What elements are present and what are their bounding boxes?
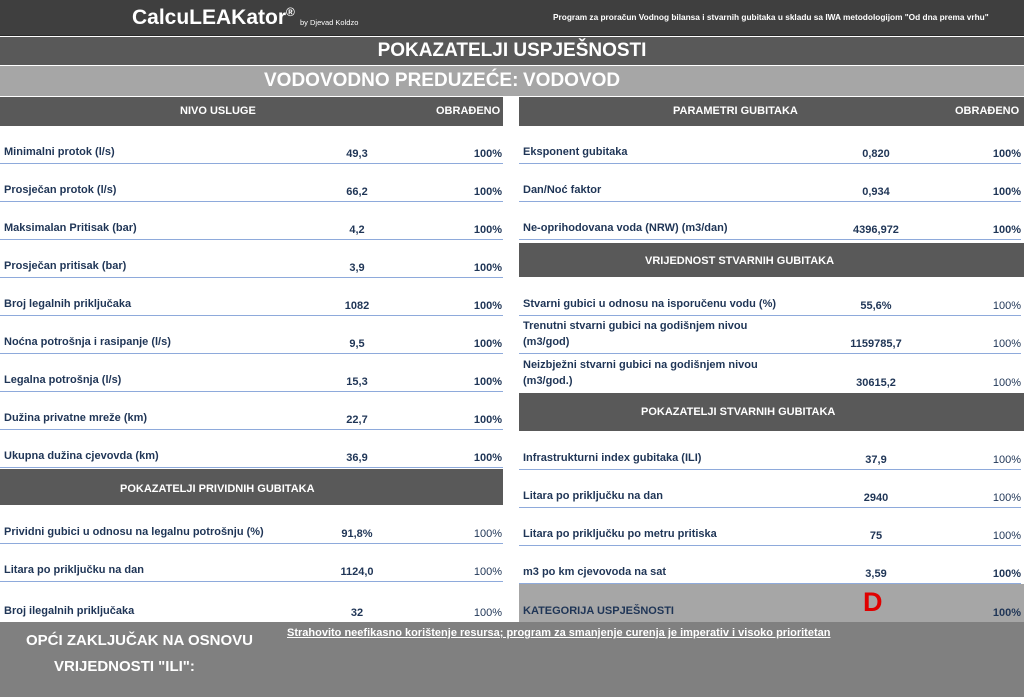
status-header-left: OBRAĐENO <box>436 105 501 117</box>
table-row <box>519 508 1021 546</box>
table-row <box>0 202 503 240</box>
table-row <box>519 278 1021 316</box>
row-status: 100% <box>992 377 1021 389</box>
row-label: Legalna potrošnja (l/s) <box>4 374 122 386</box>
page-title: POKAZATELJI USPJEŠNOSTI <box>377 40 647 61</box>
row-value: 15,3 <box>346 376 368 388</box>
grade-label: KATEGORIJA USPJEŠNOSTI <box>523 605 674 617</box>
row-status: 100% <box>473 566 502 578</box>
table-row <box>0 506 503 544</box>
table-row <box>0 126 503 164</box>
table-row <box>0 164 503 202</box>
row-value: 66,2 <box>346 186 368 198</box>
row-status: 100% <box>992 492 1021 504</box>
table-row <box>519 316 1021 354</box>
row-value: 37,9 <box>865 454 887 466</box>
row-label: Infrastrukturni index gubitaka (ILI) <box>523 452 702 464</box>
row-status: 100% <box>992 530 1021 542</box>
row-status: 100% <box>473 262 502 274</box>
row-label: Prosječan pritisak (bar) <box>4 260 127 272</box>
row-status: 100% <box>473 414 502 426</box>
row-value: 49,3 <box>346 148 368 160</box>
row-status: 100% <box>992 338 1021 350</box>
service-level-list <box>0 126 503 468</box>
table-row <box>0 240 503 278</box>
row-value: 1082 <box>344 300 370 312</box>
row-value: 2940 <box>863 492 889 504</box>
section-title-vrijednost-gubitaka: VRIJEDNOST STVARNIH GUBITAKA <box>645 255 835 267</box>
row-label: Prosječan protok (l/s) <box>4 184 117 196</box>
table-row <box>519 354 1021 392</box>
row-label: Maksimalan Pritisak (bar) <box>4 222 137 234</box>
row-status: 100% <box>473 376 502 388</box>
real-losses-values-list <box>519 278 1021 392</box>
loss-parameters-list <box>519 126 1021 240</box>
table-row <box>0 278 503 316</box>
section-title-pokazatelji-stvarnih: POKAZATELJI STVARNIH GUBITAKA <box>641 406 836 418</box>
row-label: Neizbježni stvarni gubici na godišnjem nivou (m3/god.) <box>523 359 758 387</box>
app-title: CalcuLEAKator® <box>132 5 295 29</box>
row-label: Prividni gubici u odnosu na legalnu potrošnju (%) <box>4 526 264 538</box>
row-label: Noćna potrošnja i rasipanje (l/s) <box>4 336 171 348</box>
row-value: 1124,0 <box>340 566 374 578</box>
row-status: 100% <box>473 338 502 350</box>
row-value: 1159785,7 <box>850 338 902 350</box>
table-row <box>519 202 1021 240</box>
row-value: 75 <box>869 530 883 542</box>
row-status: 100% <box>473 300 502 312</box>
table-row <box>519 546 1021 584</box>
row-status: 100% <box>473 528 502 540</box>
app-author: by Djevad Koldzo <box>300 18 359 27</box>
section-title-prividni-gubici: POKAZATELJI PRIVIDNIH GUBITAKA <box>120 483 315 495</box>
table-row <box>519 432 1021 470</box>
row-status: 100% <box>473 148 502 160</box>
row-value: 3,59 <box>865 568 887 580</box>
row-value: 0,820 <box>862 148 890 160</box>
row-status: 100% <box>473 607 502 619</box>
row-label: Dužina privatne mreže (km) <box>4 412 148 424</box>
row-value: 55,6% <box>860 300 892 312</box>
table-row <box>519 126 1021 164</box>
app-description: Program za proračun Vodnog bilansa i stvarnih gubitaka u skladu sa IWA metodologijom "Od dna prema vrhu" <box>553 12 989 22</box>
table-row <box>0 582 503 622</box>
row-label: Trenutni stvarni gubici na godišnjem nivou (m3/god) <box>523 320 748 348</box>
row-status: 100% <box>992 300 1021 312</box>
row-label: Litara po priključku po metru pritiska <box>523 528 717 540</box>
row-status: 100% <box>992 224 1021 236</box>
row-value: 22,7 <box>346 414 368 426</box>
row-label: Dan/Noć faktor <box>523 184 602 196</box>
status-header-right: OBRAĐENO <box>955 105 1020 117</box>
row-label: Broj legalnih priključaka <box>4 298 132 310</box>
row-label: Litara po priključku na dan <box>4 564 144 576</box>
row-value: 36,9 <box>346 452 368 464</box>
table-row <box>519 164 1021 202</box>
row-value: 4,2 <box>349 224 365 236</box>
section-title-parametri-gubitaka: PARAMETRI GUBITAKA <box>673 105 798 117</box>
row-label: Minimalni protok (l/s) <box>4 146 115 158</box>
table-row <box>0 430 503 468</box>
row-value: 0,934 <box>862 186 890 198</box>
row-label: Ukupna dužina cjevovda (km) <box>4 450 159 462</box>
row-status: 100% <box>992 186 1021 198</box>
conclusion-label: OPĆI ZAKLJUČAK NA OSNOVU VRIJEDNOSTI "ILI": <box>26 632 253 675</box>
row-label: Ne-oprihodovana voda (NRW) (m3/dan) <box>523 222 728 234</box>
table-row <box>0 354 503 392</box>
grade-row <box>519 584 1024 622</box>
apparent-losses-list <box>0 506 503 622</box>
company-value: VODOVOD <box>523 70 621 91</box>
conclusion-text: Strahovito neefikasno korištenje resursa; program za smanjenje curenja je imperativ i visoko prioritetan <box>287 627 831 639</box>
row-value: 32 <box>350 607 364 619</box>
row-status: 100% <box>473 224 502 236</box>
table-row <box>0 544 503 582</box>
row-value: 30615,2 <box>856 377 896 389</box>
row-status: 100% <box>992 568 1021 580</box>
row-label: Litara po priključku na dan <box>523 490 663 502</box>
company-label: VODOVODNO PREDUZEĆE: <box>264 70 519 91</box>
section-title-nivo-usluge: NIVO USLUGE <box>180 105 256 117</box>
row-label: Broj ilegalnih priključaka <box>4 605 135 617</box>
table-row <box>519 470 1021 508</box>
row-value: 4396,972 <box>853 224 899 236</box>
row-value: 91,8% <box>341 528 373 540</box>
table-row <box>0 392 503 430</box>
real-losses-indicators-list <box>519 432 1021 584</box>
row-label: Eksponent gubitaka <box>523 146 628 158</box>
table-row <box>0 316 503 354</box>
row-status: 100% <box>473 186 502 198</box>
row-label: m3 po km cjevovoda na sat <box>523 566 667 578</box>
row-status: 100% <box>992 148 1021 160</box>
row-status: 100% <box>992 454 1021 466</box>
row-status: 100% <box>473 452 502 464</box>
grade-status: 100% <box>992 607 1021 619</box>
row-value: 3,9 <box>349 262 365 274</box>
performance-grade: D <box>863 587 883 617</box>
row-label: Stvarni gubici u odnosu na isporučenu vodu (%) <box>523 298 777 310</box>
row-value: 9,5 <box>349 338 365 350</box>
